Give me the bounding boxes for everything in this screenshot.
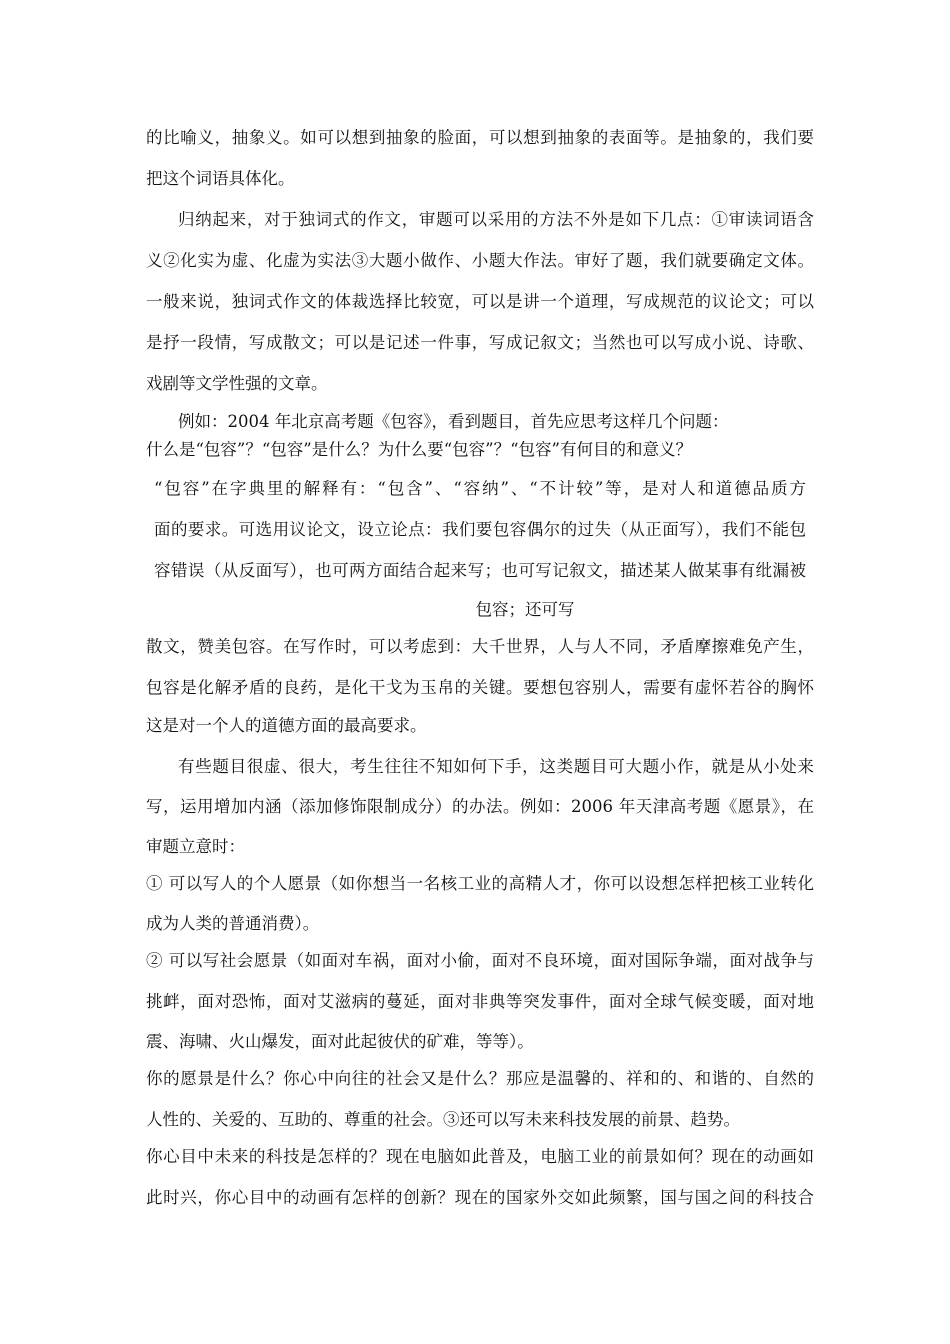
text-line: “包容”在字典里的解释有：“包含”、“容纳”、“不计较”等，是对人和道德品质方 bbox=[154, 479, 806, 498]
text-line: 包容是化解矛盾的良药，是化干戈为玉帛的关键。要想包容别人，需要有虚怀若谷的胸怀 bbox=[146, 678, 814, 697]
text-line: 一般来说，独词式作文的体裁选择比较宽，可以是讲一个道理，写成规范的议论文；可以 bbox=[146, 292, 814, 311]
text-line: 有些题目很虚、很大，考生往往不知如何下手，这类题目可大题小作，就是从小处来 bbox=[178, 757, 814, 776]
text-line: 的比喻义，抽象义。如可以想到抽象的脸面，可以想到抽象的表面等。是抽象的，我们要 bbox=[146, 128, 814, 147]
text-line: 什么是“包容”？“包容”是什么？为什么要“包容”？“包容”有何目的和意义？ bbox=[146, 440, 692, 459]
text-line: 义②化实为虚、化虚为实法③大题小做作、小题大作法。审好了题，我们就要确定文体。 bbox=[146, 251, 814, 270]
text-line: 面的要求。可选用议论文，设立论点：我们要包容偶尔的过失（从正面写），我们不能包 bbox=[154, 520, 806, 539]
text-line: 这是对一个人的道德方面的最高要求。 bbox=[146, 716, 427, 735]
text-line: 此时兴，你心目中的动画有怎样的创新？现在的国家外交如此频繁，国与国之间的科技合 bbox=[146, 1188, 814, 1207]
text-line: 挑衅，面对恐怖，面对艾滋病的蔓延，面对非典等突发事件，面对全球气候变暖，面对地 bbox=[146, 992, 814, 1011]
text-line: ② 可以写社会愿景（如面对车祸，面对小偷，面对不良环境，面对国际争端，面对战争与 bbox=[146, 951, 814, 970]
text-line: 审题立意时： bbox=[146, 837, 245, 856]
text-line: 把这个词语具体化。 bbox=[146, 169, 295, 188]
text-line: 包容；还可写 bbox=[475, 600, 575, 619]
text-line: 例如：2004 年北京高考题《包容》，看到题目，首先应思考这样几个问题： bbox=[178, 412, 729, 431]
text-line: 散文，赞美包容。在写作时，可以考虑到：大千世界，人与人不同，矛盾摩擦难免产生， bbox=[146, 637, 814, 656]
text-line: 容错误（从反面写），也可两方面结合起来写；也可写记叙文，描述某人做某事有纰漏被 bbox=[154, 561, 806, 580]
text-line: 是抒一段情，写成散文；可以是记述一件事，写成记叙文；当然也可以写成小说、诗歌、 bbox=[146, 333, 814, 352]
text-line: 归纳起来，对于独词式的作文，审题可以采用的方法不外是如下几点：①审读词语含 bbox=[178, 210, 814, 229]
text-line: 成为人类的普通消费）。 bbox=[146, 914, 320, 933]
text-line: 震、海啸、火山爆发，面对此起彼伏的矿难，等等）。 bbox=[146, 1032, 534, 1051]
text-line: 你心目中未来的科技是怎样的？现在电脑如此普及，电脑工业的前景如何？现在的动画如 bbox=[146, 1147, 814, 1166]
text-line: ① 可以写人的个人愿景（如你想当一名核工业的高精人才，你可以设想怎样把核工业转化 bbox=[146, 874, 814, 893]
text-line: 戏剧等文学性强的文章。 bbox=[146, 374, 328, 393]
text-line: 你的愿景是什么？你心中向往的社会又是什么？那应是温馨的、祥和的、和谐的、自然的 bbox=[146, 1069, 814, 1088]
text-line: 人性的、关爱的、互助的、尊重的社会。③还可以写未来科技发展的前景、趋势。 bbox=[146, 1110, 740, 1129]
text-line: 写，运用增加内涵（添加修饰限制成分）的办法。例如：2006 年天津高考题《愿景》，在 bbox=[146, 797, 814, 816]
